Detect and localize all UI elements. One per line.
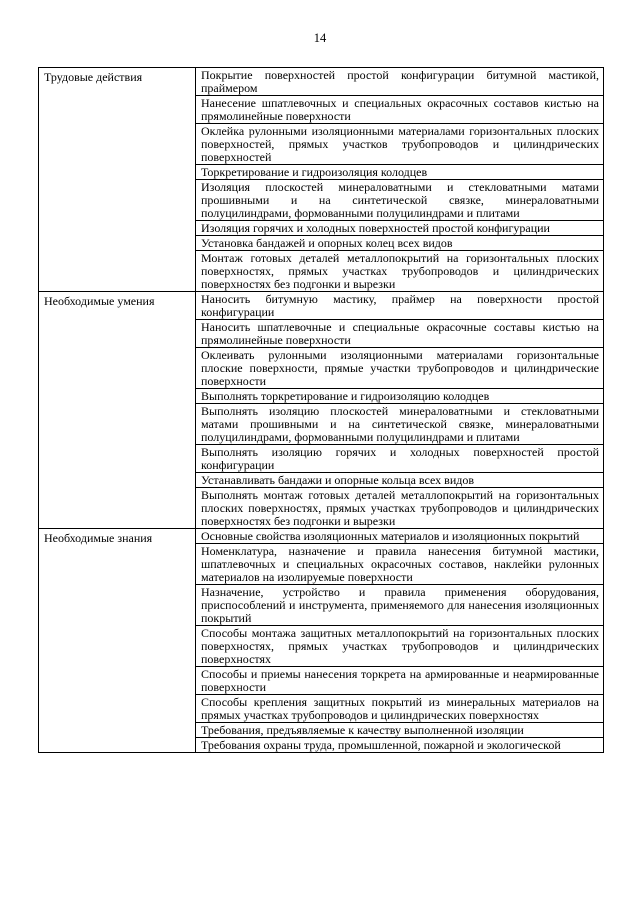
page-number: 14 [313,31,327,45]
section-items [196,68,604,292]
section-heading: Необходимые умения [39,292,196,529]
table-row: Назначение, устройство и правила применения оборудования, приспособлений и инструмента, применяемого для нанесения изоляционных покрытий [196,585,603,626]
table-row: Покрытие поверхностей простой конфигурации битумной мастикой, праймером [196,68,603,96]
table-row: Устанавливать бандажи и опорные кольца всех видов [196,473,603,488]
table-row: Оклеивать рулонными изоляционными материалами горизонтальные плоские поверхности, прямые участки трубопроводов и цилиндрические поверхности [196,348,603,389]
table-row: Выполнять торкретирование и гидроизоляцию колодцев [196,389,603,404]
table-row: Требования охраны труда, промышленной, пожарной и экологической [201,738,561,752]
table-row: Изоляция плоскостей минераловатными и стекловатными матами прошивными и на синтетической связке, минераловатными полуцилиндрами, формованными полуцилиндрами и плитами [196,180,603,221]
table-row: Выполнять монтаж готовых деталей металлопокрытий на горизонтальных плоских поверхностях, прямых участках трубопроводов и цилиндрических поверхностях без подгонки и вырезки [201,488,599,528]
table-row: Наносить битумную мастику, праймер на поверхности простой конфигурации [196,292,603,320]
table-row: Нанесение шпатлевочных и специальных окрасочных составов кистью на прямолинейные поверхности [196,96,603,124]
section-items [196,529,604,753]
table-row: Оклейка рулонными изоляционными материалами горизонтальных плоских поверхностей, прямых участков трубопроводов и цилиндрических поверхностей [196,124,603,165]
section-required-knowledge [39,529,604,753]
table-row: Наносить шпатлевочные и специальные окрасочные составы кистью на прямолинейные поверхности [196,320,603,348]
table-row: Способы и приемы нанесения торкрета на армированные и неармированные поверхности [196,667,603,695]
table-row: Установка бандажей и опорных колец всех видов [196,236,603,251]
table-row: Монтаж готовых деталей металлопокрытий на горизонтальных плоских поверхностях, прямых участках трубопроводов и цилиндрических поверхностях без подгонки и вырезки [201,251,599,291]
competency-table [38,67,604,753]
section-items [196,292,604,529]
table-row: Выполнять изоляцию горячих и холодных поверхностей простой конфигурации [196,445,603,473]
section-heading: Трудовые действия [39,68,196,292]
table-row: Торкретирование и гидроизоляция колодцев [196,165,603,180]
table-row: Номенклатура, назначение и правила нанесения битумной мастики, шпатлевочных и специальных окрасочных составов, наклейки рулонных материалов на изолируемые поверхности [196,544,603,585]
table-row: Способы монтажа защитных металлопокрытий на горизонтальных плоских поверхностях, прямых участках трубопроводов и цилиндрических поверхностях [196,626,603,667]
section-required-skills [39,292,604,529]
section-heading: Необходимые знания [39,529,196,753]
table-row: Основные свойства изоляционных материалов и изоляционных покрытий [196,529,603,544]
table-row: Изоляция горячих и холодных поверхностей простой конфигурации [196,221,603,236]
section-labor-actions [39,68,604,292]
table-row: Выполнять изоляцию плоскостей минераловатными и стекловатными матами прошивными и на синтетической связке, минераловатными полуцилиндрами, формованными полуцилиндрами и плитами [196,404,603,445]
table-row: Способы крепления защитных покрытий из минеральных материалов на прямых участках трубопроводов и цилиндрических поверхностях [196,695,603,723]
table-row: Требования, предъявляемые к качеству выполненной изоляции [196,723,603,738]
